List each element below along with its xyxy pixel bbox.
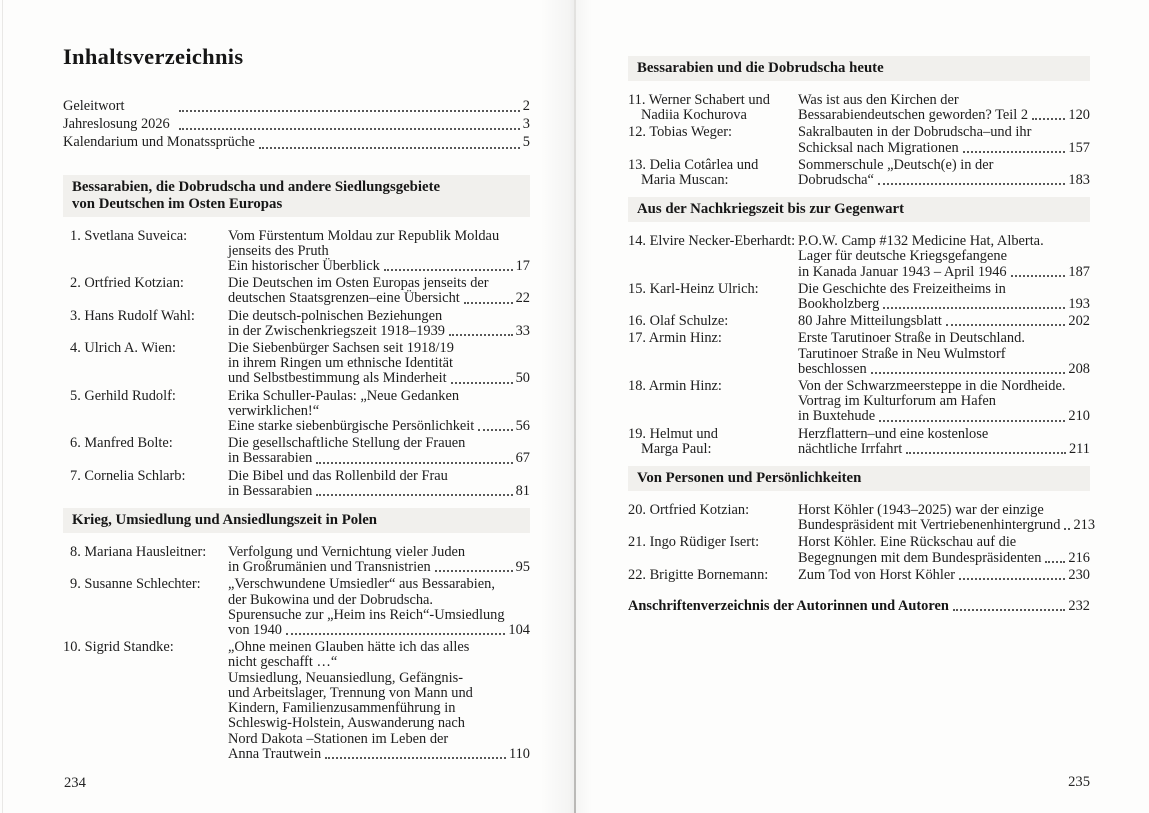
toc-entry bbox=[63, 229, 530, 275]
page-ref: 3 bbox=[522, 116, 530, 133]
entry-title-text: Zum Tod von Horst Köhler bbox=[798, 566, 956, 583]
entry-title-text: Die gesellschaftliche Stellung der Frauen bbox=[228, 435, 466, 452]
entry-title-text: Nord Dakota –Stationen im Leben der bbox=[228, 730, 449, 747]
entry-title-line bbox=[798, 503, 1090, 518]
entry-title-line bbox=[228, 371, 530, 386]
entry-title-text: Anna Trautwein bbox=[228, 745, 322, 762]
toc-entry bbox=[628, 568, 1090, 583]
entry-author bbox=[628, 93, 798, 123]
entry-title-line bbox=[228, 701, 530, 716]
entry-author bbox=[628, 125, 798, 140]
page-ref: 17 bbox=[515, 258, 530, 275]
entry-title-text: in Großrumänien und Transnistrien bbox=[228, 559, 431, 576]
page-ref: 56 bbox=[515, 418, 530, 435]
entry-author bbox=[628, 379, 798, 394]
left-page-number: 234 bbox=[64, 775, 86, 791]
entry-titles bbox=[798, 125, 1090, 155]
entry-title-line bbox=[228, 469, 530, 484]
toc-entry bbox=[628, 331, 1090, 377]
entry-title-text: Sommerschule „Deutsch(e) in der bbox=[798, 156, 994, 173]
toc-section bbox=[63, 175, 530, 499]
entry-title-text: Erste Tarutinoer Straße in Deutschland. bbox=[798, 330, 1025, 347]
entry-title-line bbox=[228, 747, 530, 762]
toc-entry bbox=[628, 93, 1090, 123]
page-ref: 230 bbox=[1068, 566, 1090, 583]
section-heading-line: Krieg, Umsiedlung und Ansiedlungszeit in Polen bbox=[72, 512, 378, 529]
entry-author-line: 13. Delia Cotârlea und bbox=[628, 156, 759, 173]
section-heading bbox=[63, 508, 530, 533]
section-heading-line: Bessarabien und die Dobrudscha heute bbox=[637, 60, 884, 76]
page-ref: 202 bbox=[1068, 313, 1090, 330]
entry-title-line bbox=[228, 451, 530, 466]
page-ref: 213 bbox=[1073, 517, 1096, 534]
entry-title-text: Vom Fürstentum Moldau zur Republik Moldau bbox=[228, 227, 500, 244]
entry-title-line bbox=[798, 108, 1090, 123]
entry-titles bbox=[798, 314, 1090, 329]
front-matter-row bbox=[63, 97, 530, 115]
entry-title-text: Horst Köhler (1943–2025) war der einzige bbox=[798, 502, 1044, 519]
page-ref: 183 bbox=[1068, 172, 1090, 189]
entry-title-line bbox=[228, 608, 530, 623]
entry-title-line bbox=[798, 347, 1090, 362]
entry-title-text: beschlossen bbox=[798, 360, 867, 377]
toc-entry bbox=[63, 545, 530, 575]
entry-title-text: in Bessarabien bbox=[228, 482, 313, 499]
page-ref: 95 bbox=[515, 559, 530, 576]
page-gutter-shadow-right bbox=[576, 0, 592, 813]
entry-titles bbox=[798, 502, 1096, 534]
entry-title-line bbox=[798, 517, 1096, 534]
entry-title-text: Dobrudscha“ bbox=[798, 172, 874, 189]
section-heading-line: Von Personen und Persönlichkeiten bbox=[637, 470, 862, 487]
entry-author-line: 16. Olaf Schulze: bbox=[628, 313, 729, 330]
page-ref: 210 bbox=[1068, 408, 1090, 425]
page-ref: 5 bbox=[522, 134, 530, 151]
entry-title-text: Tarutinoer Straße in Neu Wulmstorf bbox=[798, 345, 1006, 362]
entry-title-line bbox=[228, 341, 530, 356]
page-ref: 208 bbox=[1068, 360, 1090, 377]
dot-leader bbox=[953, 609, 1066, 611]
entry-title-text: Bundespräsident mit Vertriebenenhintergrund bbox=[798, 517, 1061, 534]
entry-author bbox=[628, 282, 798, 297]
entry-titles bbox=[228, 389, 530, 435]
entry-title-line bbox=[798, 125, 1090, 140]
entry-title-text: Die Deutschen im Osten Europas jenseits der bbox=[228, 275, 489, 292]
entry-author-line: 9. Susanne Schlechter: bbox=[70, 576, 201, 593]
toc-entry bbox=[628, 502, 1096, 534]
entry-author bbox=[628, 535, 798, 550]
entry-titles bbox=[798, 331, 1090, 377]
entry-title-text: Ein historischer Überblick bbox=[228, 258, 380, 275]
page-ref: 50 bbox=[515, 370, 530, 387]
right-page bbox=[628, 56, 1096, 615]
entry-title-line bbox=[228, 655, 530, 670]
dot-leader bbox=[1011, 275, 1066, 277]
toc-entry bbox=[63, 469, 530, 499]
toc-entry bbox=[63, 309, 530, 339]
entry-title-line bbox=[798, 379, 1090, 394]
entry-title-line bbox=[228, 732, 530, 747]
entry-author bbox=[63, 469, 228, 484]
dot-leader bbox=[464, 302, 513, 304]
entry-author-line: 6. Manfred Bolte: bbox=[70, 435, 173, 452]
entry-title-text: Schicksal nach Migrationen bbox=[798, 139, 959, 156]
entry-author-line: 3. Hans Rudolf Wahl: bbox=[70, 307, 195, 324]
scan-left-edge bbox=[2, 0, 3, 813]
entry-author bbox=[63, 229, 228, 244]
entry-title-text: P.O.W. Camp #132 Medicine Hat, Alberta. bbox=[798, 233, 1044, 250]
entry-author-line: 14. Elvire Necker-Eberhardt: bbox=[628, 233, 796, 250]
entry-title-text: Bessarabiendeutschen geworden? Teil 2 bbox=[798, 107, 1029, 124]
entry-title-text: Die deutsch-polnischen Beziehungen bbox=[228, 307, 443, 324]
front-matter-row bbox=[63, 133, 530, 151]
entry-title-text: Sakralbauten in der Dobrudscha–und ihr bbox=[798, 124, 1032, 141]
entry-author-line: 15. Karl-Heinz Ulrich: bbox=[628, 280, 759, 297]
entry-title-line bbox=[228, 560, 530, 575]
front-matter-list bbox=[63, 97, 530, 152]
section-heading bbox=[628, 56, 1090, 81]
entry-title-line bbox=[228, 291, 530, 306]
entry-title-text: Schleswig-Holstein, Auswanderung nach bbox=[228, 715, 466, 732]
entry-titles bbox=[798, 379, 1090, 425]
toc-section bbox=[628, 56, 1090, 188]
page-ref: 33 bbox=[515, 322, 530, 339]
entry-title-text: der Bukowina und der Dobrudscha. bbox=[228, 591, 434, 608]
entry-title-line bbox=[228, 229, 530, 244]
left-page-sections bbox=[63, 175, 530, 762]
page-ref: 120 bbox=[1068, 107, 1090, 124]
dot-leader bbox=[946, 324, 1066, 326]
entry-titles bbox=[228, 640, 530, 762]
entry-title-line bbox=[798, 173, 1090, 188]
entry-title-text: von 1940 bbox=[228, 622, 282, 639]
entry-title-line bbox=[798, 535, 1090, 550]
entry-title-line bbox=[228, 577, 530, 592]
toc-entry bbox=[63, 389, 530, 435]
front-matter-row bbox=[63, 115, 530, 133]
page-gutter-shadow bbox=[540, 0, 574, 813]
left-page bbox=[63, 44, 530, 771]
dot-leader bbox=[879, 420, 1065, 422]
entry-title-line bbox=[228, 686, 530, 701]
entry-title-line bbox=[228, 545, 530, 560]
entry-title-line bbox=[228, 356, 530, 371]
right-page-number: 235 bbox=[1068, 774, 1090, 790]
entry-title-text: Kindern, Familienzusammenführung in bbox=[228, 700, 456, 717]
entry-author bbox=[63, 309, 228, 324]
entry-title-line bbox=[228, 244, 530, 259]
entry-title-text: Spurensuche zur „Heim ins Reich“-Umsiedlung bbox=[228, 606, 505, 623]
toc-entry bbox=[628, 314, 1090, 329]
section-heading bbox=[628, 197, 1090, 222]
entry-title-text: 80 Jahre Mitteilungsblatt bbox=[798, 313, 942, 330]
entry-author bbox=[63, 545, 228, 560]
entry-titles bbox=[228, 545, 530, 575]
entry-title-line bbox=[228, 716, 530, 731]
entry-title-line bbox=[798, 297, 1090, 312]
entry-author bbox=[63, 640, 228, 655]
entry-title-text: Begegnungen mit dem Bundespräsidenten bbox=[798, 549, 1042, 566]
page-ref: 211 bbox=[1068, 440, 1090, 457]
entry-titles bbox=[228, 436, 530, 466]
front-matter-label: Jahreslosung 2026 bbox=[63, 116, 170, 133]
dot-leader bbox=[1032, 118, 1065, 120]
dot-leader bbox=[963, 151, 1066, 153]
entry-title-text: Die Geschichte des Freizeitheims in bbox=[798, 280, 1006, 297]
entry-title-line bbox=[228, 484, 530, 499]
entry-author-line: Maria Muscan: bbox=[641, 172, 729, 189]
entry-title-line bbox=[228, 671, 530, 686]
entry-author bbox=[628, 427, 798, 457]
page-ref: 187 bbox=[1068, 263, 1090, 280]
entry-title-text: Umsiedlung, Neuansiedlung, Gefängnis- bbox=[228, 669, 464, 686]
entry-titles bbox=[798, 93, 1090, 123]
entry-author-line: 21. Ingo Rüdiger Isert: bbox=[628, 534, 760, 551]
entry-titles bbox=[798, 282, 1090, 312]
entry-title-line bbox=[228, 419, 530, 434]
section-heading bbox=[628, 466, 1090, 491]
entry-title-line bbox=[798, 265, 1090, 280]
toc-title: Inhaltsverzeichnis bbox=[63, 44, 244, 69]
entry-title-line bbox=[798, 93, 1090, 108]
right-page-sections bbox=[628, 56, 1096, 583]
entry-title-text: Bookholzberg bbox=[798, 296, 880, 313]
dot-leader bbox=[1064, 528, 1070, 530]
entry-author bbox=[628, 234, 798, 249]
entry-title-line bbox=[228, 259, 530, 274]
entry-title-text: Die Bibel und das Rollenbild der Frau bbox=[228, 467, 448, 484]
page-ref: 22 bbox=[515, 290, 530, 307]
address-directory-label: Anschriftenverzeichnis der Autorinnen und Autoren bbox=[628, 598, 949, 615]
entry-author-line: 8. Mariana Hausleitner: bbox=[70, 544, 207, 561]
dot-leader bbox=[316, 494, 512, 496]
toc-entry bbox=[628, 427, 1090, 457]
entry-author bbox=[63, 276, 228, 291]
entry-author-line: 18. Armin Hinz: bbox=[628, 378, 722, 395]
entry-title-line bbox=[798, 141, 1090, 156]
entry-title-text: deutschen Staatsgrenzen–eine Übersicht bbox=[228, 290, 460, 307]
page-ref: 2 bbox=[522, 98, 530, 114]
dot-leader bbox=[871, 372, 1066, 374]
entry-title-text: und Arbeitslager, Trennung von Mann und bbox=[228, 684, 473, 701]
entry-title-text: in Bessarabien bbox=[228, 450, 313, 467]
entry-author bbox=[63, 389, 228, 404]
entry-title-text: in der Zwischenkriegszeit 1918–1939 bbox=[228, 322, 446, 339]
entry-author bbox=[63, 436, 228, 451]
dot-leader bbox=[325, 757, 506, 759]
entry-title-text: in ihrem Ringen um ethnische Identität bbox=[228, 355, 454, 372]
entry-title-text: in Kanada Januar 1943 – April 1946 bbox=[798, 263, 1007, 280]
entry-title-line bbox=[798, 409, 1090, 424]
toc-entry bbox=[628, 535, 1090, 565]
dot-leader bbox=[449, 334, 513, 336]
entry-author-line: 11. Werner Schabert und bbox=[628, 92, 770, 108]
entry-title-line bbox=[228, 324, 530, 339]
entry-title-text: Vortrag im Kulturforum am Hafen bbox=[798, 393, 996, 410]
entry-author bbox=[628, 158, 798, 188]
page-ref: 104 bbox=[508, 622, 530, 639]
dot-leader bbox=[451, 382, 513, 384]
toc-entry bbox=[628, 125, 1090, 155]
toc-entry bbox=[628, 234, 1090, 280]
entry-title-text: Horst Köhler. Eine Rückschau auf die bbox=[798, 534, 1017, 551]
entry-title-line bbox=[798, 442, 1090, 457]
entry-titles bbox=[228, 309, 530, 339]
dot-leader bbox=[906, 452, 1066, 454]
entry-author-line: 4. Ulrich A. Wien: bbox=[70, 340, 176, 357]
entry-titles bbox=[228, 276, 530, 306]
dot-leader bbox=[878, 183, 1065, 185]
page-ref: 110 bbox=[508, 745, 530, 762]
entry-author-line: 2. Ortfried Kotzian: bbox=[70, 275, 184, 292]
dot-leader bbox=[478, 429, 512, 431]
entry-title-line bbox=[228, 593, 530, 608]
entry-title-text: nicht geschafft …“ bbox=[228, 654, 338, 671]
entry-author-line: Nadiia Kochurova bbox=[641, 107, 747, 124]
toc-entry bbox=[628, 379, 1090, 425]
entry-title-line bbox=[798, 314, 1090, 329]
entry-title-line bbox=[228, 623, 530, 638]
entry-author bbox=[628, 568, 798, 583]
entry-titles bbox=[798, 427, 1090, 457]
page-ref: 157 bbox=[1068, 139, 1090, 156]
page-ref: 67 bbox=[515, 450, 530, 467]
section-heading-line: Bessarabien, die Dobrudscha und andere Siedlungsgebiete bbox=[72, 178, 441, 195]
toc-entry bbox=[628, 158, 1090, 188]
entry-title-text: „Verschwundene Umsiedler“ aus Bessarabien, bbox=[228, 576, 495, 593]
entry-title-line bbox=[798, 394, 1090, 409]
entry-author-line: 20. Ortfried Kotzian: bbox=[628, 502, 750, 519]
section-heading-line: von Deutschen im Osten Europas bbox=[72, 195, 283, 212]
entry-title-line bbox=[798, 551, 1090, 566]
dot-leader bbox=[179, 110, 520, 112]
entry-title-text: Lager für deutsche Kriegsgefangene bbox=[798, 248, 1007, 265]
entry-title-text: und Selbstbestimmung als Minderheit bbox=[228, 370, 447, 387]
entry-titles bbox=[798, 234, 1090, 280]
entry-title-text: in Buxtehude bbox=[798, 408, 876, 425]
toc-section bbox=[628, 466, 1096, 583]
dot-leader bbox=[286, 633, 505, 635]
entry-author bbox=[628, 331, 798, 346]
dot-leader bbox=[259, 147, 520, 149]
page-ref: 216 bbox=[1068, 549, 1090, 566]
entry-titles bbox=[228, 469, 530, 499]
entry-title-text: Die Siebenbürger Sachsen seit 1918/19 bbox=[228, 340, 454, 357]
entry-title-line bbox=[228, 309, 530, 324]
entry-author-line: 7. Cornelia Schlarb: bbox=[70, 467, 186, 484]
entry-title-text: Eine starke siebenbürgische Persönlichkeit bbox=[228, 418, 475, 435]
entry-author-line: 19. Helmut und bbox=[628, 425, 718, 442]
toc-section bbox=[63, 508, 530, 762]
entry-title-line bbox=[228, 404, 530, 419]
entry-title-line bbox=[798, 282, 1090, 297]
dot-leader bbox=[384, 269, 513, 271]
entry-title-text: nächtliche Irrfahrt bbox=[798, 440, 903, 457]
entry-author bbox=[63, 577, 228, 592]
entry-title-text: Verfolgung und Vernichtung vieler Juden bbox=[228, 544, 466, 561]
dot-leader bbox=[1045, 561, 1065, 563]
dot-leader bbox=[883, 307, 1065, 309]
entry-author-line: 1. Svetlana Suveica: bbox=[70, 227, 188, 244]
toc-entry bbox=[628, 282, 1090, 312]
entry-title-line bbox=[798, 362, 1090, 377]
entry-title-line bbox=[228, 436, 530, 451]
entry-titles bbox=[228, 341, 530, 387]
toc-entry bbox=[63, 341, 530, 387]
front-matter-label: Geleitwort bbox=[63, 98, 125, 114]
toc-section bbox=[628, 197, 1090, 457]
entry-title-line bbox=[798, 234, 1090, 249]
entry-title-line bbox=[798, 331, 1090, 346]
toc-entry bbox=[63, 640, 530, 762]
entry-title-text: Erika Schuller-Paulas: „Neue Gedanken bbox=[228, 387, 460, 404]
entry-author-line: 5. Gerhild Rudolf: bbox=[70, 387, 176, 404]
entry-author-line: 10. Sigrid Standke: bbox=[63, 639, 174, 656]
entry-title-line bbox=[798, 427, 1090, 442]
entry-titles bbox=[798, 568, 1090, 583]
entry-author-line: Marga Paul: bbox=[641, 440, 712, 457]
page-ref: 193 bbox=[1068, 296, 1090, 313]
entry-titles bbox=[798, 535, 1090, 565]
section-heading bbox=[63, 175, 530, 217]
dot-leader bbox=[179, 128, 520, 130]
entry-titles bbox=[228, 577, 530, 638]
toc-entry bbox=[63, 436, 530, 466]
dot-leader bbox=[435, 570, 513, 572]
entry-author bbox=[63, 341, 228, 356]
entry-title-text: Herzflattern–und eine kostenlose bbox=[798, 425, 989, 442]
page-ref: 81 bbox=[515, 482, 530, 499]
entry-title-text: verwirklichen!“ bbox=[228, 402, 320, 419]
entry-author-line: 22. Brigitte Bornemann: bbox=[628, 566, 769, 583]
entry-title-text: Was ist aus den Kirchen der bbox=[798, 92, 959, 108]
toc-entry bbox=[63, 276, 530, 306]
entry-title-line bbox=[798, 158, 1090, 173]
entry-author bbox=[628, 503, 798, 518]
entry-title-line bbox=[798, 249, 1090, 264]
toc-entry bbox=[63, 577, 530, 638]
entry-author-line: 17. Armin Hinz: bbox=[628, 330, 722, 347]
entry-title-text: „Ohne meinen Glauben hätte ich das alles bbox=[228, 639, 470, 656]
entry-title-line bbox=[798, 568, 1090, 583]
section-heading-line: Aus der Nachkriegszeit bis zur Gegenwart bbox=[637, 201, 905, 218]
entry-title-text: Von der Schwarzmeersteppe in die Nordheide. bbox=[798, 378, 1066, 395]
entry-titles bbox=[798, 158, 1090, 188]
entry-author bbox=[628, 314, 798, 329]
front-matter-label: Kalendarium und Monatssprüche bbox=[63, 134, 255, 151]
dot-leader bbox=[959, 578, 1065, 580]
entry-title-line bbox=[228, 389, 530, 404]
entry-title-line bbox=[228, 640, 530, 655]
dot-leader bbox=[316, 462, 512, 464]
page-ref: 232 bbox=[1068, 598, 1090, 615]
entry-author-line: 12. Tobias Weger: bbox=[628, 124, 733, 141]
entry-title-text: jenseits des Pruth bbox=[228, 242, 329, 259]
address-directory-row bbox=[628, 598, 1090, 614]
entry-titles bbox=[228, 229, 530, 275]
